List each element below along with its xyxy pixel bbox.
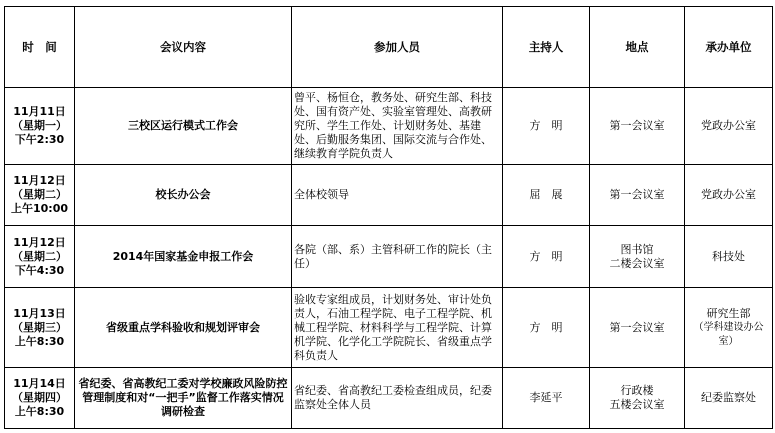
meeting-content: 三校区运行模式工作会 — [75, 88, 292, 165]
time-cell — [5, 226, 75, 288]
location-line-2: 二楼会议室 — [609, 256, 665, 270]
location-line: 行政楼 — [620, 384, 654, 397]
attendees-cell: 省纪委、省高教纪工委检查组成员，纪委监察处全体人员 — [292, 368, 503, 429]
header-time: 时 间 — [5, 7, 75, 88]
location-line: 第一会议室 — [609, 320, 665, 334]
organizer-line: 党政办公室 — [701, 119, 756, 132]
meeting-content: 校长办公会 — [75, 165, 292, 226]
location-line: 图书馆 — [620, 242, 654, 256]
time-cell — [5, 165, 75, 226]
organizer-cell — [685, 226, 773, 288]
time-text: 下午2:30 — [14, 133, 65, 146]
time-cell — [5, 368, 75, 429]
header-row — [5, 7, 773, 88]
location-cell — [590, 88, 685, 165]
header-content: 会议内容 — [75, 7, 292, 88]
organizer-line: 科技处 — [712, 249, 745, 263]
attendees-cell: 全体校领导 — [292, 165, 503, 226]
table-row — [5, 226, 773, 288]
organizer-line: 纪委监察处 — [701, 391, 756, 404]
header-location: 地点 — [590, 7, 685, 88]
time-cell — [5, 88, 75, 165]
location-cell — [590, 288, 685, 368]
time-text: 上午10:00 — [10, 202, 68, 215]
organizer-cell — [685, 88, 773, 165]
header-organizer: 承办单位 — [685, 7, 773, 88]
attendees-cell: 验收专家组成员，计划财务处、审计处负责人，石油工程学院、电子工程学院、机械工程学院、材料科学与工程学院、计算机学院、化学化工学院院长、省级重点学科负责人 — [292, 288, 503, 368]
organizer-line: 党政办公室 — [701, 188, 756, 201]
date-text: 11月13日 — [13, 306, 66, 320]
weekday-text: （星期四） — [12, 391, 67, 404]
organizer-cell — [685, 368, 773, 429]
meeting-content: 省级重点学科验收和规划评审会 — [75, 288, 292, 368]
host-cell: 方 明 — [503, 88, 590, 165]
location-line: 第一会议室 — [609, 188, 665, 201]
date-text: 11月12日 — [13, 174, 66, 187]
organizer-cell — [685, 288, 773, 368]
time-text: 下午4:30 — [14, 263, 65, 277]
time-text: 上午8:30 — [14, 334, 65, 348]
date-text: 11月11日 — [13, 105, 66, 118]
location-line-2: 五楼会议室 — [609, 398, 665, 411]
table-row — [5, 88, 773, 165]
header-host: 主持人 — [503, 7, 590, 88]
weekday-text: （星期二） — [12, 249, 67, 263]
time-text: 上午8:30 — [14, 405, 65, 418]
location-cell — [590, 226, 685, 288]
location-cell — [590, 165, 685, 226]
schedule-table — [4, 6, 773, 429]
meeting-content: 省纪委、省高教纪工委对学校廉政风险防控管理制度和对“一把手”监督工作落实情况调研检查 — [75, 368, 292, 429]
host-cell: 方 明 — [503, 288, 590, 368]
table-row — [5, 288, 773, 368]
date-text: 11月14日 — [13, 377, 66, 390]
organizer-line-2: （学科建设办公室） — [693, 321, 764, 347]
weekday-text: （星期二） — [12, 188, 67, 201]
header-attendees: 参加人员 — [292, 7, 503, 88]
weekday-text: （星期三） — [12, 320, 67, 334]
location-line: 第一会议室 — [609, 119, 665, 132]
organizer-cell — [685, 165, 773, 226]
date-text: 11月12日 — [13, 235, 66, 249]
attendees-cell: 曾平、杨恒仓，教务处、研究生部、科技处、国有资产处、实验室管理处、高教研究所、学生工作处、计划财务处、基建处、后勤服务集团、国际交流与合作处、继续教育学院负责人 — [292, 88, 503, 165]
attendees-cell: 各院（部、系）主管科研工作的院长（主任） — [292, 226, 503, 288]
table-row — [5, 165, 773, 226]
table-row — [5, 368, 773, 429]
meeting-content: 2014年国家基金申报工作会 — [75, 226, 292, 288]
weekday-text: （星期一） — [12, 119, 67, 132]
host-cell: 李延平 — [503, 368, 590, 429]
time-cell — [5, 288, 75, 368]
organizer-line: 研究生部 — [706, 306, 751, 320]
host-cell: 方 明 — [503, 226, 590, 288]
location-cell — [590, 368, 685, 429]
host-cell: 屈 展 — [503, 165, 590, 226]
